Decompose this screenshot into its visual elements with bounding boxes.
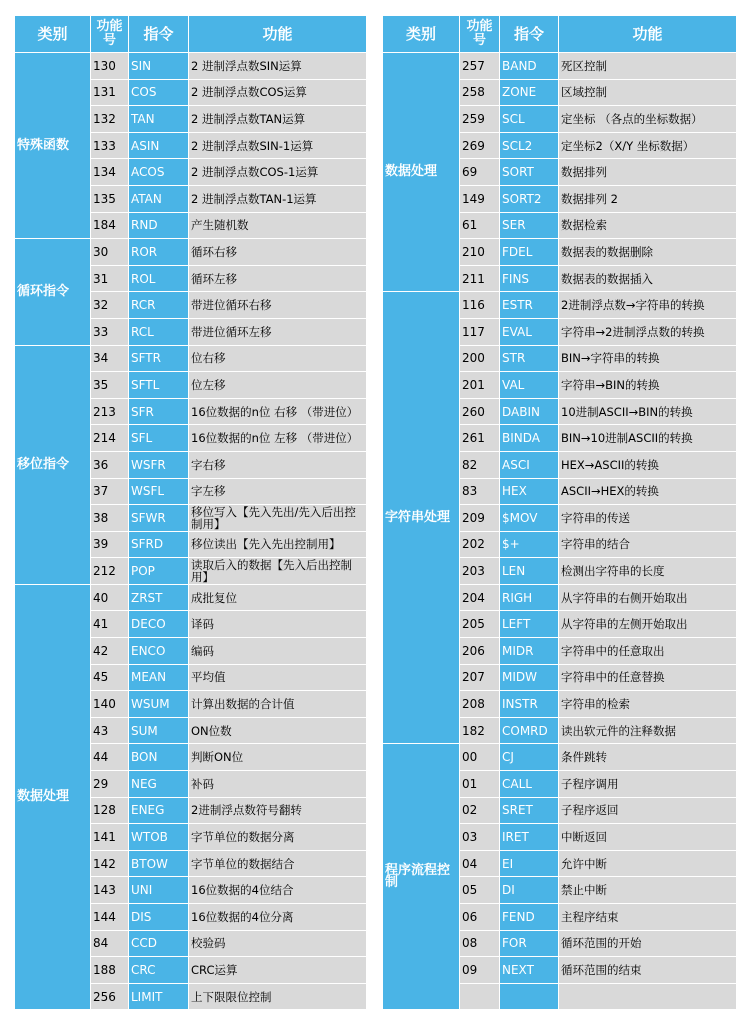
instruction-cell: ZRST <box>129 584 189 611</box>
number-cell: 143 <box>91 877 129 904</box>
function-cell: 循环右移 <box>189 239 367 266</box>
function-cell: ASCII→HEX的转换 <box>559 478 737 505</box>
table-row <box>383 53 737 80</box>
number-cell: 128 <box>91 797 129 824</box>
number-cell: 209 <box>460 505 500 532</box>
instruction-cell: HEX <box>500 478 559 505</box>
instruction-cell: EVAL <box>500 318 559 345</box>
function-cell: 字符串→2进制浮点数的转换 <box>559 318 737 345</box>
right-table-body <box>383 53 737 1010</box>
number-cell: 36 <box>91 451 129 478</box>
function-cell: 允许中断 <box>559 850 737 877</box>
number-cell: 43 <box>91 717 129 744</box>
function-cell: 2 进制浮点数SIN运算 <box>189 53 367 80</box>
number-cell: 213 <box>91 398 129 425</box>
number-cell: 206 <box>460 638 500 665</box>
instruction-cell: DI <box>500 877 559 904</box>
header-instruction: 指令 <box>500 16 559 53</box>
number-cell: 117 <box>460 318 500 345</box>
function-cell: 禁止中断 <box>559 877 737 904</box>
instruction-cell: IRET <box>500 824 559 851</box>
instruction-cell: DIS <box>129 904 189 931</box>
function-cell: 移位读出【先入先出控制用】 <box>189 531 367 558</box>
instruction-cell: WSFR <box>129 451 189 478</box>
function-cell: 数据检索 <box>559 212 737 239</box>
instruction-cell: BTOW <box>129 850 189 877</box>
instruction-cell: ESTR <box>500 292 559 319</box>
number-cell: 05 <box>460 877 500 904</box>
instruction-cell: WSUM <box>129 691 189 718</box>
number-cell: 131 <box>91 79 129 106</box>
instruction-cell: WTOB <box>129 824 189 851</box>
instruction-cell: SORT2 <box>500 185 559 212</box>
number-cell: 202 <box>460 531 500 558</box>
instruction-cell: EI <box>500 850 559 877</box>
function-cell: 字节单位的数据分离 <box>189 824 367 851</box>
number-cell: 204 <box>460 584 500 611</box>
number-cell: 03 <box>460 824 500 851</box>
instruction-cell <box>500 983 559 1010</box>
number-cell: 201 <box>460 372 500 399</box>
instruction-cell: SRET <box>500 797 559 824</box>
function-cell <box>559 983 737 1010</box>
instruction-cell: MIDW <box>500 664 559 691</box>
function-cell: 区域控制 <box>559 79 737 106</box>
instruction-cell: CRC <box>129 957 189 984</box>
function-cell: 字符串的检索 <box>559 691 737 718</box>
instruction-cell: ZONE <box>500 79 559 106</box>
function-cell: 2 进制浮点数TAN-1运算 <box>189 185 367 212</box>
number-cell: 00 <box>460 744 500 771</box>
function-cell: 数据表的数据删除 <box>559 239 737 266</box>
number-cell: 39 <box>91 531 129 558</box>
number-cell: 42 <box>91 638 129 665</box>
function-cell: 循环左移 <box>189 265 367 292</box>
function-cell: 上下限限位控制 <box>189 983 367 1010</box>
instruction-cell: STR <box>500 345 559 372</box>
number-cell: 203 <box>460 558 500 585</box>
left-command-table <box>14 15 367 1010</box>
function-cell: BIN→字符串的转换 <box>559 345 737 372</box>
instruction-cell: NEXT <box>500 957 559 984</box>
instruction-cell: SFTR <box>129 345 189 372</box>
instruction-cell: BAND <box>500 53 559 80</box>
function-cell: 2进制浮点数→字符串的转换 <box>559 292 737 319</box>
number-cell: 214 <box>91 425 129 452</box>
function-cell: 移位写入【先入先出/先入后出控制用】 <box>189 505 367 532</box>
function-cell: BIN→10进制ASCII的转换 <box>559 425 737 452</box>
header-row <box>383 16 737 53</box>
instruction-cell: $MOV <box>500 505 559 532</box>
function-cell: 条件跳转 <box>559 744 737 771</box>
instruction-cell: LIMIT <box>129 983 189 1010</box>
instruction-cell: SFWR <box>129 505 189 532</box>
number-cell: 256 <box>91 983 129 1010</box>
function-cell: 2进制浮点数符号翻转 <box>189 797 367 824</box>
instruction-cell: SFTL <box>129 372 189 399</box>
function-cell: 编码 <box>189 638 367 665</box>
instruction-cell: SFR <box>129 398 189 425</box>
instruction-cell: SIN <box>129 53 189 80</box>
table-row <box>15 584 367 611</box>
instruction-cell: INSTR <box>500 691 559 718</box>
header-function: 功能 <box>189 16 367 53</box>
instruction-cell: ATAN <box>129 185 189 212</box>
header-function: 功能 <box>559 16 737 53</box>
number-cell: 29 <box>91 771 129 798</box>
instruction-cell: ENCO <box>129 638 189 665</box>
category-cell: 特殊函数 <box>15 53 91 239</box>
number-cell: 132 <box>91 106 129 133</box>
instruction-cell: CJ <box>500 744 559 771</box>
function-cell: 译码 <box>189 611 367 638</box>
number-cell: 135 <box>91 185 129 212</box>
number-cell: 30 <box>91 239 129 266</box>
function-cell: 16位数据的4位分离 <box>189 904 367 931</box>
category-cell: 循环指令 <box>15 239 91 345</box>
number-cell: 200 <box>460 345 500 372</box>
function-cell: 带进位循环右移 <box>189 292 367 319</box>
function-cell: 字符串中的任意取出 <box>559 638 737 665</box>
function-cell: 读出软元件的注释数据 <box>559 717 737 744</box>
function-cell: 检测出字符串的长度 <box>559 558 737 585</box>
header-row <box>15 16 367 53</box>
instruction-cell: SCL2 <box>500 132 559 159</box>
number-cell: 141 <box>91 824 129 851</box>
category-cell: 数据处理 <box>383 53 460 292</box>
function-cell: 数据排列 <box>559 159 737 186</box>
instruction-cell: FDEL <box>500 239 559 266</box>
instruction-cell: COS <box>129 79 189 106</box>
number-cell: 188 <box>91 957 129 984</box>
function-cell: 循环范围的开始 <box>559 930 737 957</box>
number-cell: 116 <box>460 292 500 319</box>
header-category: 类别 <box>15 16 91 53</box>
number-cell: 261 <box>460 425 500 452</box>
number-cell: 210 <box>460 239 500 266</box>
function-cell: 字符串的传送 <box>559 505 737 532</box>
function-cell: 产生随机数 <box>189 212 367 239</box>
header-instruction: 指令 <box>129 16 189 53</box>
number-cell: 38 <box>91 505 129 532</box>
instruction-cell: VAL <box>500 372 559 399</box>
number-cell: 69 <box>460 159 500 186</box>
function-cell: 子程序调用 <box>559 771 737 798</box>
instruction-cell: ACOS <box>129 159 189 186</box>
number-cell: 205 <box>460 611 500 638</box>
function-cell: 读取后入的数据【先入后出控制用】 <box>189 558 367 585</box>
number-cell: 04 <box>460 850 500 877</box>
function-cell: 2 进制浮点数SIN-1运算 <box>189 132 367 159</box>
instruction-cell: FEND <box>500 904 559 931</box>
number-cell: 140 <box>91 691 129 718</box>
number-cell: 258 <box>460 79 500 106</box>
number-cell: 130 <box>91 53 129 80</box>
function-cell: 定坐标 （各点的坐标数据） <box>559 106 737 133</box>
instruction-cell: UNI <box>129 877 189 904</box>
number-cell: 184 <box>91 212 129 239</box>
number-cell: 01 <box>460 771 500 798</box>
number-cell: 182 <box>460 717 500 744</box>
number-cell: 133 <box>91 132 129 159</box>
instruction-cell: BON <box>129 744 189 771</box>
instruction-cell: BINDA <box>500 425 559 452</box>
category-cell: 移位指令 <box>15 345 91 584</box>
function-cell: 字符串的结合 <box>559 531 737 558</box>
function-cell: 位左移 <box>189 372 367 399</box>
function-cell: 主程序结束 <box>559 904 737 931</box>
number-cell: 40 <box>91 584 129 611</box>
instruction-cell: $+ <box>500 531 559 558</box>
instruction-cell: SUM <box>129 717 189 744</box>
number-cell: 06 <box>460 904 500 931</box>
function-cell: 16位数据的n位 右移 （带进位） <box>189 398 367 425</box>
table-row <box>383 292 737 319</box>
instruction-cell: RND <box>129 212 189 239</box>
right-command-table <box>382 15 737 1010</box>
category-cell: 字符串处理 <box>383 292 460 744</box>
function-cell: 中断返回 <box>559 824 737 851</box>
instruction-cell: DABIN <box>500 398 559 425</box>
number-cell: 212 <box>91 558 129 585</box>
category-cell: 数据处理 <box>15 584 91 1010</box>
instruction-cell: SFL <box>129 425 189 452</box>
function-cell: HEX→ASCII的转换 <box>559 451 737 478</box>
instruction-cell: RCL <box>129 318 189 345</box>
number-cell: 09 <box>460 957 500 984</box>
instruction-cell: LEN <box>500 558 559 585</box>
function-cell: 字右移 <box>189 451 367 478</box>
function-cell: 字节单位的数据结合 <box>189 850 367 877</box>
function-cell: 位右移 <box>189 345 367 372</box>
function-cell: 2 进制浮点数COS运算 <box>189 79 367 106</box>
number-cell: 82 <box>460 451 500 478</box>
function-cell: 成批复位 <box>189 584 367 611</box>
function-cell: 字符串中的任意替换 <box>559 664 737 691</box>
header-category: 类别 <box>383 16 460 53</box>
function-cell: 10进制ASCII→BIN的转换 <box>559 398 737 425</box>
instruction-cell: SCL <box>500 106 559 133</box>
function-cell: 平均值 <box>189 664 367 691</box>
number-cell: 260 <box>460 398 500 425</box>
number-cell: 144 <box>91 904 129 931</box>
number-cell: 34 <box>91 345 129 372</box>
number-cell: 32 <box>91 292 129 319</box>
function-cell: 从字符串的右侧开始取出 <box>559 584 737 611</box>
number-cell: 31 <box>91 265 129 292</box>
instruction-cell: MIDR <box>500 638 559 665</box>
header-number: 功能号 <box>91 16 129 53</box>
instruction-cell: RCR <box>129 292 189 319</box>
instruction-cell: ASIN <box>129 132 189 159</box>
instruction-cell: TAN <box>129 106 189 133</box>
instruction-cell: ASCI <box>500 451 559 478</box>
function-cell: 从字符串的左侧开始取出 <box>559 611 737 638</box>
table-row <box>15 345 367 372</box>
number-cell: 61 <box>460 212 500 239</box>
function-cell: 2 进制浮点数COS-1运算 <box>189 159 367 186</box>
number-cell <box>460 983 500 1010</box>
instruction-cell: ROL <box>129 265 189 292</box>
header-number: 功能号 <box>460 16 500 53</box>
table-row <box>15 53 367 80</box>
number-cell: 211 <box>460 265 500 292</box>
function-cell: 带进位循环左移 <box>189 318 367 345</box>
instruction-cell: SORT <box>500 159 559 186</box>
function-cell: 子程序返回 <box>559 797 737 824</box>
instruction-cell: COMRD <box>500 717 559 744</box>
number-cell: 45 <box>91 664 129 691</box>
number-cell: 35 <box>91 372 129 399</box>
number-cell: 269 <box>460 132 500 159</box>
number-cell: 41 <box>91 611 129 638</box>
instruction-cell: NEG <box>129 771 189 798</box>
instruction-cell: ROR <box>129 239 189 266</box>
number-cell: 134 <box>91 159 129 186</box>
number-cell: 149 <box>460 185 500 212</box>
category-cell: 程序流程控制 <box>383 744 460 1010</box>
number-cell: 208 <box>460 691 500 718</box>
function-cell: ON位数 <box>189 717 367 744</box>
instruction-cell: WSFL <box>129 478 189 505</box>
number-cell: 37 <box>91 478 129 505</box>
instruction-cell: SER <box>500 212 559 239</box>
function-cell: 2 进制浮点数TAN运算 <box>189 106 367 133</box>
instruction-cell: SFRD <box>129 531 189 558</box>
function-cell: 数据表的数据插入 <box>559 265 737 292</box>
function-cell: 判断ON位 <box>189 744 367 771</box>
function-cell: 字左移 <box>189 478 367 505</box>
function-cell: 数据排列 2 <box>559 185 737 212</box>
function-cell: 补码 <box>189 771 367 798</box>
left-table-body <box>15 53 367 1010</box>
number-cell: 84 <box>91 930 129 957</box>
number-cell: 207 <box>460 664 500 691</box>
function-cell: 字符串→BIN的转换 <box>559 372 737 399</box>
instruction-cell: POP <box>129 558 189 585</box>
instruction-cell: CCD <box>129 930 189 957</box>
instruction-cell: FOR <box>500 930 559 957</box>
function-cell: CRC运算 <box>189 957 367 984</box>
number-cell: 83 <box>460 478 500 505</box>
instruction-cell: LEFT <box>500 611 559 638</box>
function-cell: 16位数据的4位结合 <box>189 877 367 904</box>
table-row <box>15 239 367 266</box>
instruction-cell: RIGH <box>500 584 559 611</box>
number-cell: 44 <box>91 744 129 771</box>
function-cell: 校验码 <box>189 930 367 957</box>
instruction-cell: MEAN <box>129 664 189 691</box>
number-cell: 08 <box>460 930 500 957</box>
instruction-cell: DECO <box>129 611 189 638</box>
number-cell: 02 <box>460 797 500 824</box>
table-row <box>383 744 737 771</box>
function-cell: 死区控制 <box>559 53 737 80</box>
number-cell: 259 <box>460 106 500 133</box>
number-cell: 33 <box>91 318 129 345</box>
instruction-cell: FINS <box>500 265 559 292</box>
instruction-cell: CALL <box>500 771 559 798</box>
number-cell: 142 <box>91 850 129 877</box>
number-cell: 257 <box>460 53 500 80</box>
function-cell: 16位数据的n位 左移 （带进位） <box>189 425 367 452</box>
function-cell: 定坐标2（X/Y 坐标数据） <box>559 132 737 159</box>
function-cell: 循环范围的结束 <box>559 957 737 984</box>
instruction-cell: ENEG <box>129 797 189 824</box>
function-cell: 计算出数据的合计值 <box>189 691 367 718</box>
